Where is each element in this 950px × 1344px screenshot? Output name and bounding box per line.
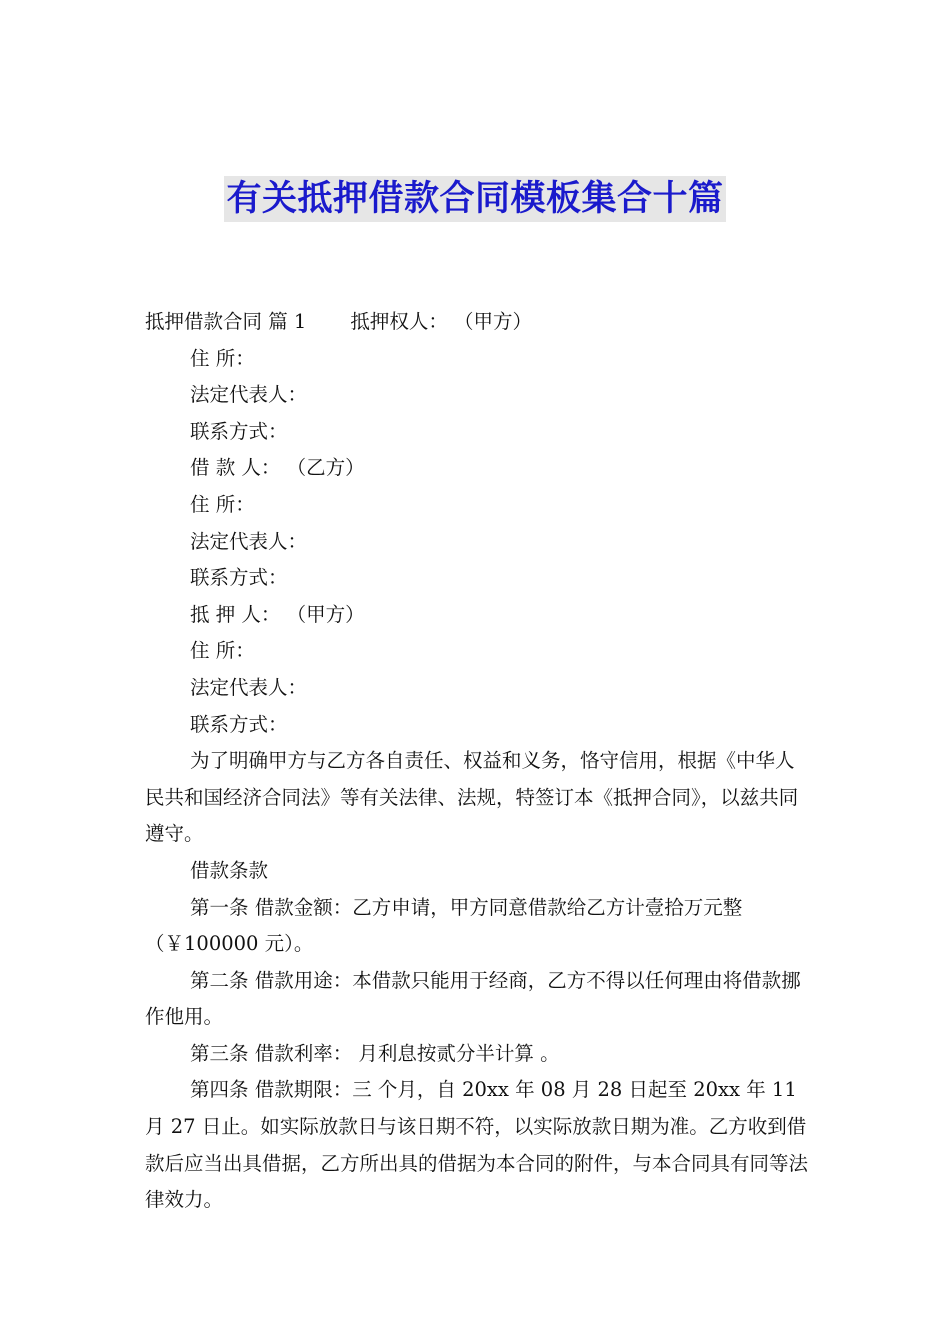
party-line: 法定代表人： (190, 383, 308, 407)
article-3-paragraph: 第三条 借款利率： 月利息按贰分半计算 。 (190, 1041, 560, 1065)
party-line: 住 所： (190, 492, 255, 516)
article-1-paragraph: 第一条 借款金额：乙方申请，甲方同意借款给乙方计壹拾万元整 （￥100000 元）。 (145, 895, 743, 956)
article-2-paragraph: 第二条 借款用途：本借款只能用于经商，乙方不得以任何理由将借款挪作他用。 (145, 968, 801, 1029)
document-title: 有关抵押借款合同模板集合十篇 (224, 176, 725, 222)
party-line: 抵 押 人： （甲方） (190, 602, 365, 626)
title-block (0, 176, 950, 222)
party-line: 联系方式： (190, 566, 288, 590)
article-4-paragraph: 第四条 借款期限：三 个月，自 20xx 年 08 月 28 日起至 20xx 年 11 月 27 日止。如实际放款日与该日期不符，以实际放款日期为准。乙方收到借款后应当出具借据，乙方所出具的借据为本合同的附件，与本合同具有同等法律效力。 (145, 1078, 809, 1212)
preamble-paragraph: 为了明确甲方与乙方各自责任、权益和义务，恪守信用，根据《中华人民共和国经济合同法》等有关法律、法规，特签订本《抵押合同》，以兹共同遵守。 (145, 749, 799, 846)
party-line: 住 所： (190, 346, 255, 370)
header-line (145, 304, 810, 341)
mortgagee-label: 抵押权人： （甲方） (350, 310, 533, 333)
section-heading-loan-terms: 借款条款 (190, 858, 269, 882)
party-line: 联系方式： (190, 712, 288, 736)
document-body (145, 304, 810, 1219)
party-line: 住 所： (190, 639, 255, 663)
party-line: 法定代表人： (190, 675, 308, 699)
party-line: 联系方式： (190, 419, 288, 443)
section-heading: 抵押借款合同 篇 1 (145, 310, 307, 333)
party-line: 借 款 人： （乙方） (190, 456, 365, 480)
party-line: 法定代表人： (190, 529, 308, 553)
